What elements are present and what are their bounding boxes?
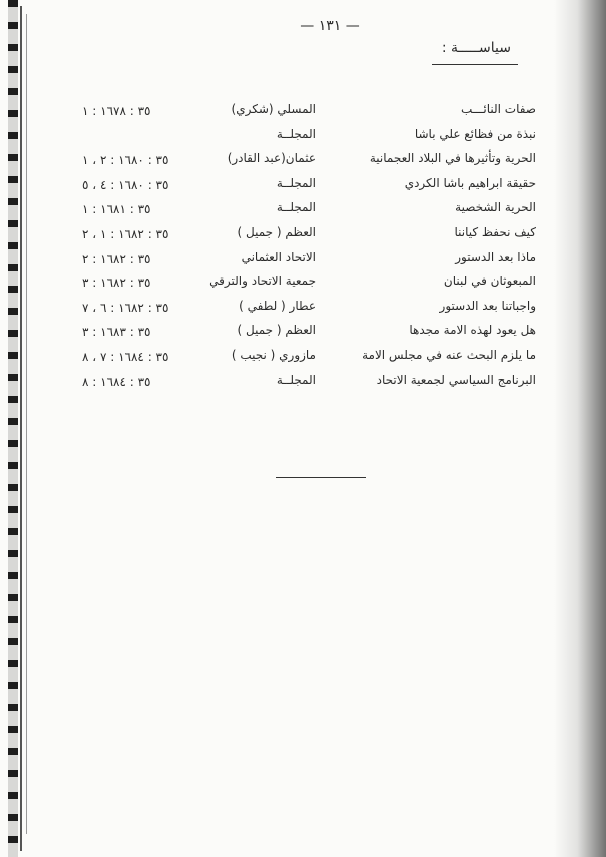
entry-author: المجلــة <box>276 200 316 215</box>
entry-reference: ٣٥ : ١٦٨٠ : ٤ ، ٥ <box>82 177 169 192</box>
entry-reference: ٣٥ : ١٦٨٢ : ٦ ، ٧ <box>82 300 169 315</box>
entry-reference: ٣٥ : ١٦٨٢ : ٢ <box>82 251 151 266</box>
index-row <box>0 373 606 398</box>
entry-author: المجلــة <box>276 175 316 190</box>
index-row <box>0 102 606 127</box>
entry-reference: ٣٥ : ١٦٨٤ : ٨ <box>82 374 151 389</box>
entry-topic: ما يلزم البحث عنه في مجلس الامة <box>362 347 536 362</box>
entry-reference: ٣٥ : ١٦٨١ : ١ <box>82 202 151 217</box>
entry-author: عطار ( لطفي ) <box>239 298 316 313</box>
entry-author: مازوري ( نجيب ) <box>231 347 316 362</box>
entry-reference: ٣٥ : ١٦٨٠ : ٢ ، ١ <box>82 153 169 168</box>
index-row <box>0 323 606 348</box>
index-row <box>0 200 606 225</box>
page-number: — ١٣١ — <box>300 18 360 34</box>
entry-author: عثمان(عبد القادر) <box>227 151 316 166</box>
entry-topic: صفات النائـــب <box>461 102 536 116</box>
entry-topic: ماذا بعد الدستور <box>455 249 536 264</box>
entry-author: العظم ( جميل ) <box>237 224 316 239</box>
entry-topic: نبذة من فظائع علي باشا <box>414 126 536 141</box>
entry-author: المجلــة <box>276 126 316 141</box>
index-row <box>0 348 606 373</box>
index-row <box>0 127 606 152</box>
index-row <box>0 151 606 176</box>
entry-author: الاتحاد العثماني <box>241 249 316 264</box>
entry-reference: ٣٥ : ١٦٨٤ : ٧ ، ٨ <box>82 349 169 364</box>
entry-topic: الحرية الشخصية <box>455 200 536 215</box>
index-row <box>0 250 606 275</box>
index-entries <box>0 102 606 397</box>
section-title: سياســـــة : <box>441 40 511 56</box>
entry-topic: هل يعود لهذه الامة مجدها <box>409 323 536 338</box>
entry-author: العظم ( جميل ) <box>237 323 316 338</box>
entry-topic: المبعوثان في لبنان <box>443 274 536 289</box>
index-row <box>0 274 606 299</box>
index-row <box>0 225 606 250</box>
entry-topic: البرنامج السياسي لجمعية الاتحاد <box>376 372 536 387</box>
entry-reference: ٣٥ : ١٦٨٣ : ٣ <box>82 325 151 340</box>
entry-reference: ٣٥ : ١٦٨٢ : ١ ، ٢ <box>82 226 169 241</box>
index-row <box>0 176 606 201</box>
entry-topic: واجباتنا بعد الدستور <box>439 298 536 313</box>
entry-reference: ٣٥ : ١٦٧٨ : ١ <box>82 104 151 118</box>
end-rule <box>276 477 366 478</box>
entry-author: المجلــة <box>276 372 316 387</box>
entry-topic: كيف نحفظ كياننا <box>454 224 536 239</box>
section-title-underline <box>432 64 518 65</box>
entry-topic: الحرية وتأثيرها في البلاد العجمانية <box>369 151 536 166</box>
entry-author: المسلي (شكري) <box>231 102 316 116</box>
entry-author: جمعية الاتحاد والترقي <box>209 274 316 289</box>
entry-reference: ٣٥ : ١٦٨٢ : ٣ <box>82 276 151 291</box>
entry-topic: حقيقة ابراهيم باشا الكردي <box>404 175 536 190</box>
index-row <box>0 299 606 324</box>
